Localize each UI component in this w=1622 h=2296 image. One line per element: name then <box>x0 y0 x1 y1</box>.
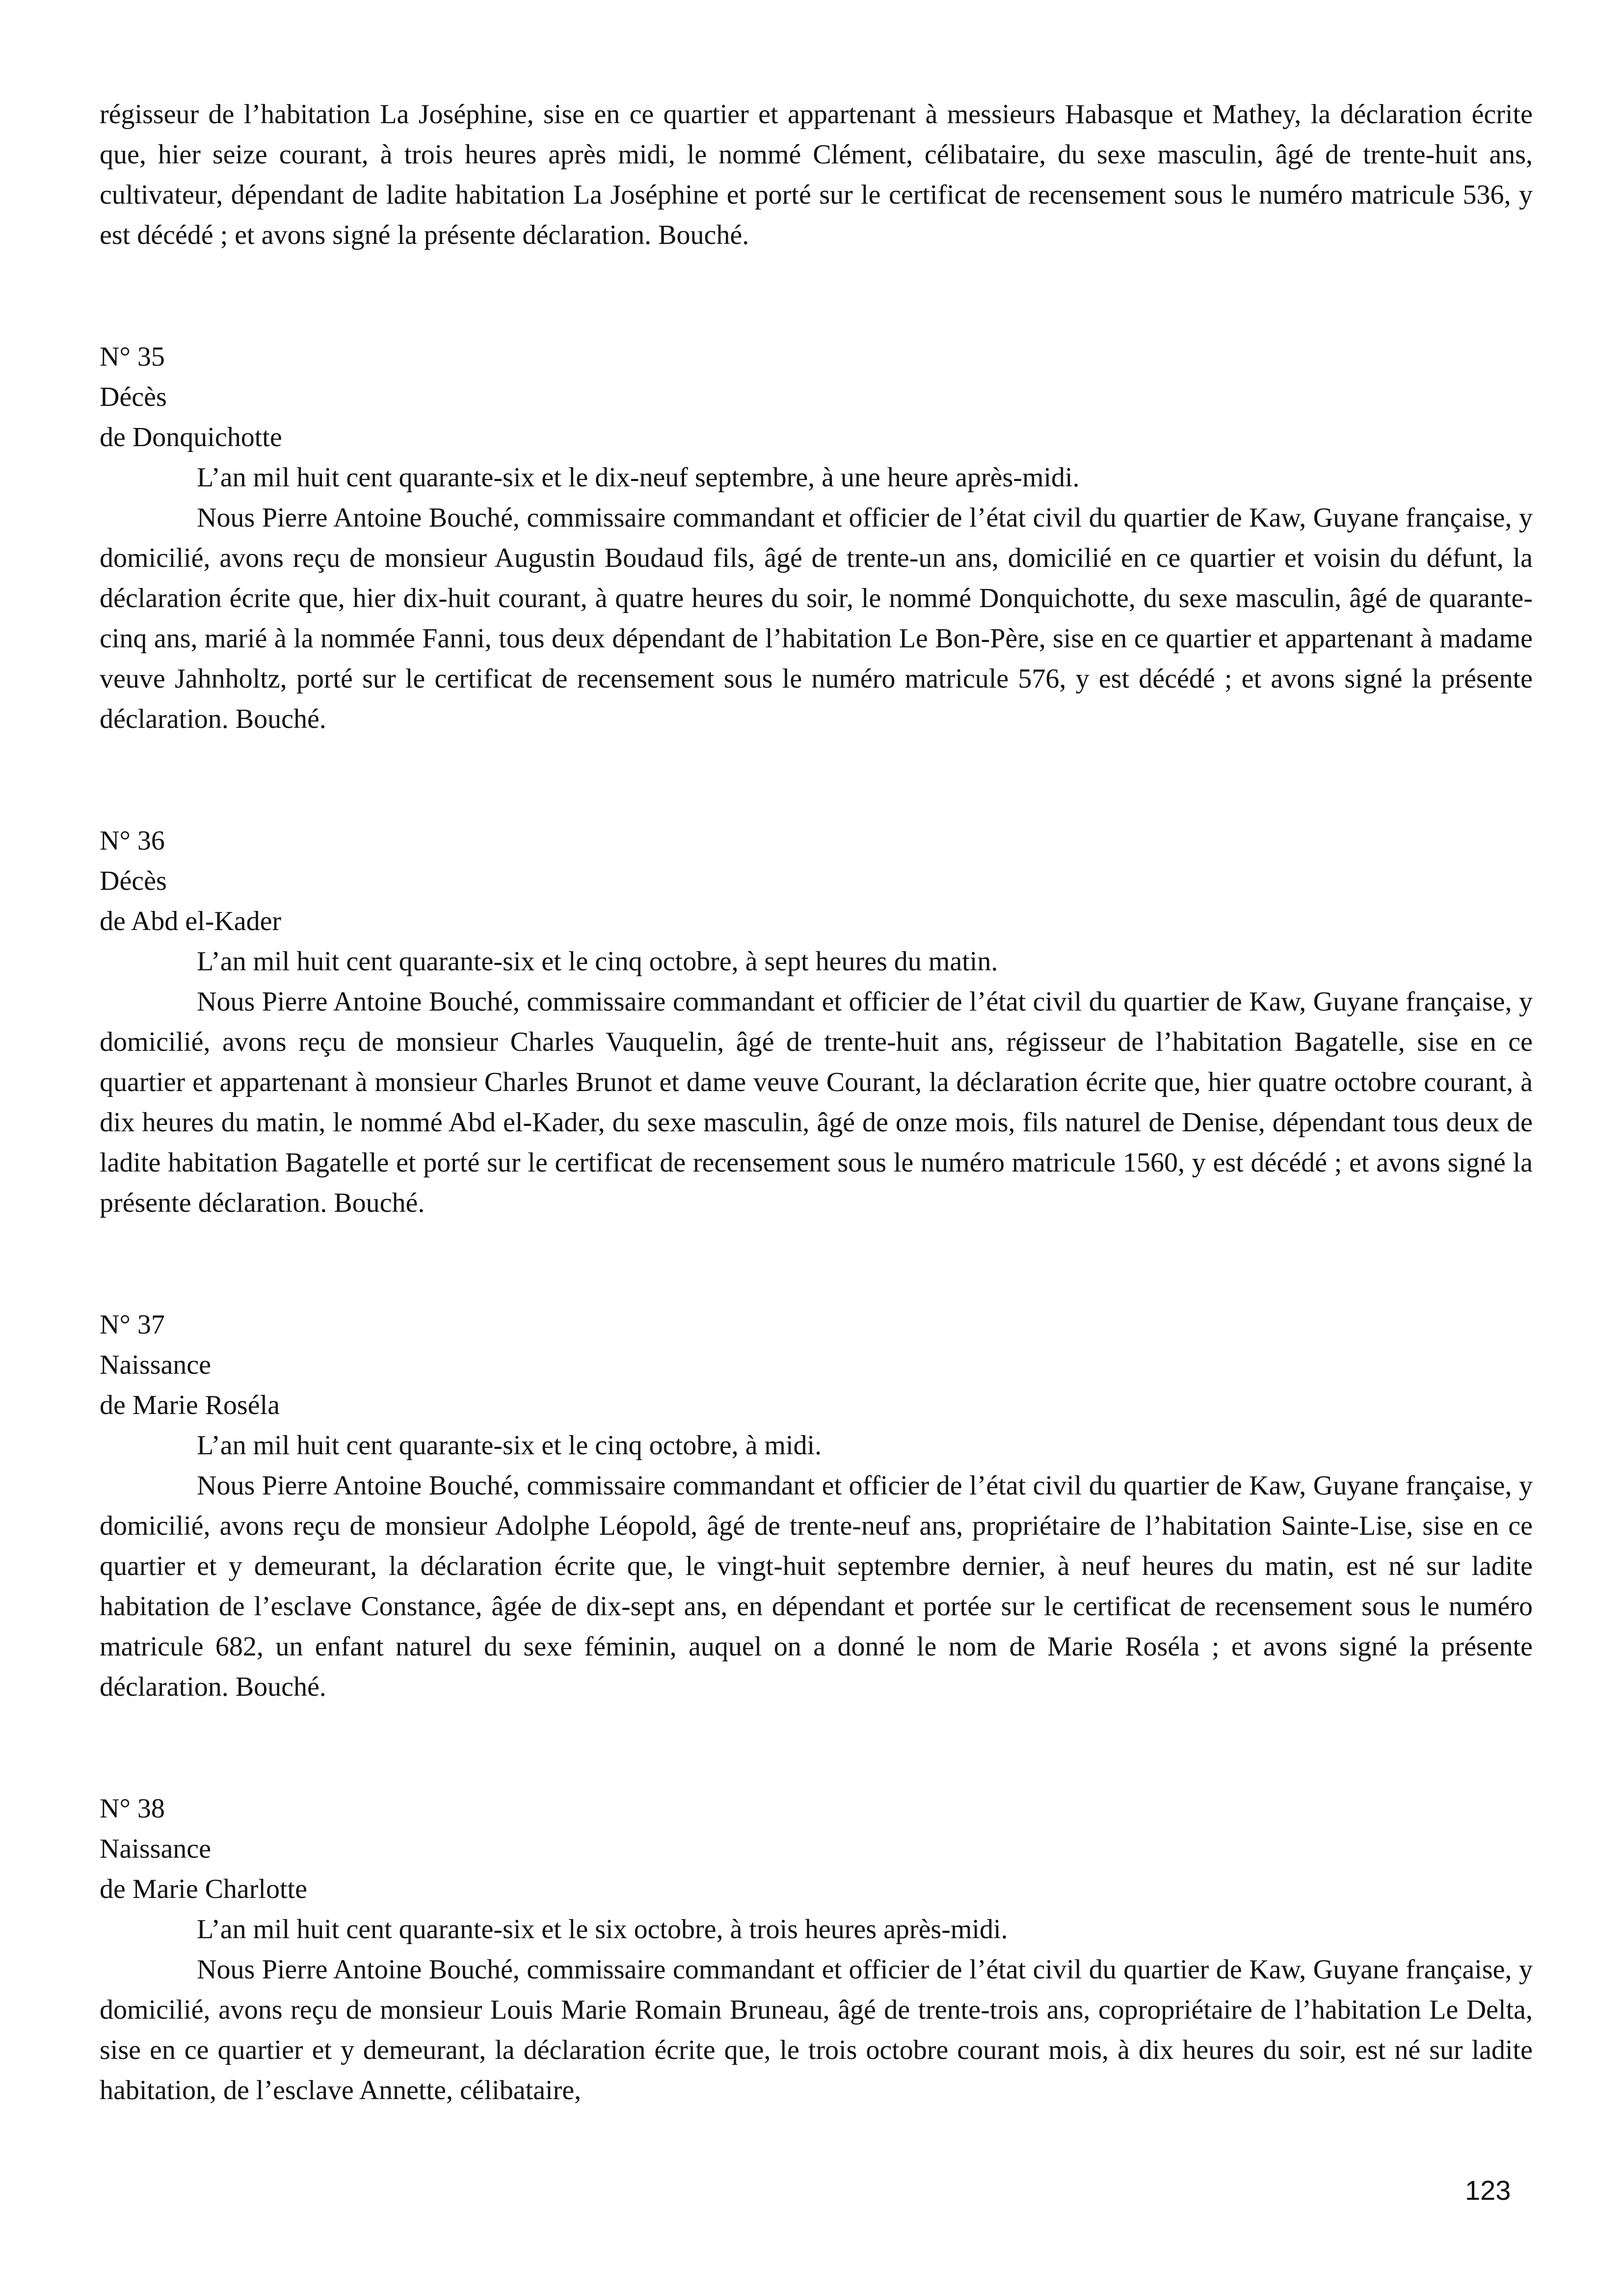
page-number: 123 <box>1465 2175 1511 2206</box>
entry-number: N° 37 <box>100 1309 165 1340</box>
entry-36 <box>100 821 1533 1223</box>
entry-35 <box>100 337 1533 739</box>
entry-subject: de Marie Charlotte <box>100 1874 307 1904</box>
entry-number: N° 38 <box>100 1793 165 1824</box>
entry-date: L’an mil huit cent quarante-six et le six octobre, à trois heures après-midi. <box>197 1914 1008 1945</box>
entry-type: Naissance <box>100 1834 212 1864</box>
entry-number: N° 35 <box>100 342 165 372</box>
entry-body: Nous Pierre Antoine Bouché, commissaire commandant et officier de l’état civil du quartier de Kaw, Guyane française, y domicilié, avons reçu de monsieur Adolphe Léopold, âgé de trente-neuf ans, propriétaire de l’habitation Sainte-Lise, sise en ce quartier et y demeurant, la déclaration écrite que, le vingt-huit septembre dernier, à neuf heures du matin, est né sur ladite habitation de l’esclave Constance, âgée de dix-sept ans, en dépendant et portée sur le certificat de recensement sous le numéro matricule 682, un enfant naturel du sexe féminin, auquel on a donné le nom de Marie Roséla ; et avons signé la présente déclaration. Bouché. <box>100 1470 1533 1702</box>
entry-38 <box>100 1789 1533 2110</box>
entry-type: Décès <box>100 866 167 896</box>
entry-type: Décès <box>100 382 167 412</box>
entry-body: Nous Pierre Antoine Bouché, commissaire commandant et officier de l’état civil du quartier de Kaw, Guyane française, y domicilié, avons reçu de monsieur Augustin Boudaud fils, âgé de trente-un ans, domicilié en ce quartier et voisin du défunt, la déclaration écrite que, hier dix-huit courant, à quatre heures du soir, le nommé Donquichotte, du sexe masculin, âgé de quarante-cinq ans, marié à la nommée Fanni, tous deux dépendant de l’habitation Le Bon-Père, sise en ce quartier et appartenant à madame veuve Jahnholtz, porté sur le certificat de recensement sous le numéro matricule 576, y est décédé ; et avons signé la présente déclaration. Bouché. <box>100 503 1533 734</box>
entry-type: Naissance <box>100 1350 212 1380</box>
entry-date: L’an mil huit cent quarante-six et le dix-neuf septembre, à une heure après-midi. <box>197 462 1080 493</box>
entry-subject: de Donquichotte <box>100 422 282 453</box>
entry-subject: de Marie Roséla <box>100 1390 280 1420</box>
entry-37 <box>100 1305 1533 1707</box>
entry-body: Nous Pierre Antoine Bouché, commissaire commandant et officier de l’état civil du quartier de Kaw, Guyane française, y domicilié, avons reçu de monsieur Charles Vauquelin, âgé de trente-huit ans, régisseur de l’habitation Bagatelle, sise en ce quartier et appartenant à monsieur Charles Brunot et dame veuve Courant, la déclaration écrite que, hier quatre octobre courant, à dix heures du matin, le nommé Abd el-Kader, du sexe masculin, âgé de onze mois, fils naturel de Denise, dépendant tous deux de ladite habitation Bagatelle et porté sur le certificat de recensement sous le numéro matricule 1560, y est décédé ; et avons signé la présente déclaration. Bouché. <box>100 987 1533 1218</box>
intro-paragraph: régisseur de l’habitation La Joséphine, sise en ce quartier et appartenant à messieurs Habasque et Mathey, la déclaration écrite que, hier seize courant, à trois heures après midi, le nommé Clément, célibataire, du sexe masculin, âgé de trente-huit ans, cultivateur, dépendant de ladite habitation La Joséphine et porté sur le certificat de recensement sous le numéro matricule 536, y est décédé ; et avons signé la présente déclaration. Bouché. <box>100 99 1533 250</box>
document-page <box>100 94 1533 2110</box>
entry-body: Nous Pierre Antoine Bouché, commissaire commandant et officier de l’état civil du quartier de Kaw, Guyane française, y domicilié, avons reçu de monsieur Louis Marie Romain Bruneau, âgé de trente-trois ans, copropriétaire de l’habitation Le Delta, sise en ce quartier et y demeurant, la déclaration écrite que, le trois octobre courant mois, à dix heures du soir, est né sur ladite habitation, de l’esclave Annette, célibataire, <box>100 1954 1533 2106</box>
entry-number: N° 36 <box>100 826 165 856</box>
entry-date: L’an mil huit cent quarante-six et le cinq octobre, à midi. <box>197 1430 822 1461</box>
entry-subject: de Abd el-Kader <box>100 906 282 936</box>
entry-date: L’an mil huit cent quarante-six et le cinq octobre, à sept heures du matin. <box>197 946 998 977</box>
